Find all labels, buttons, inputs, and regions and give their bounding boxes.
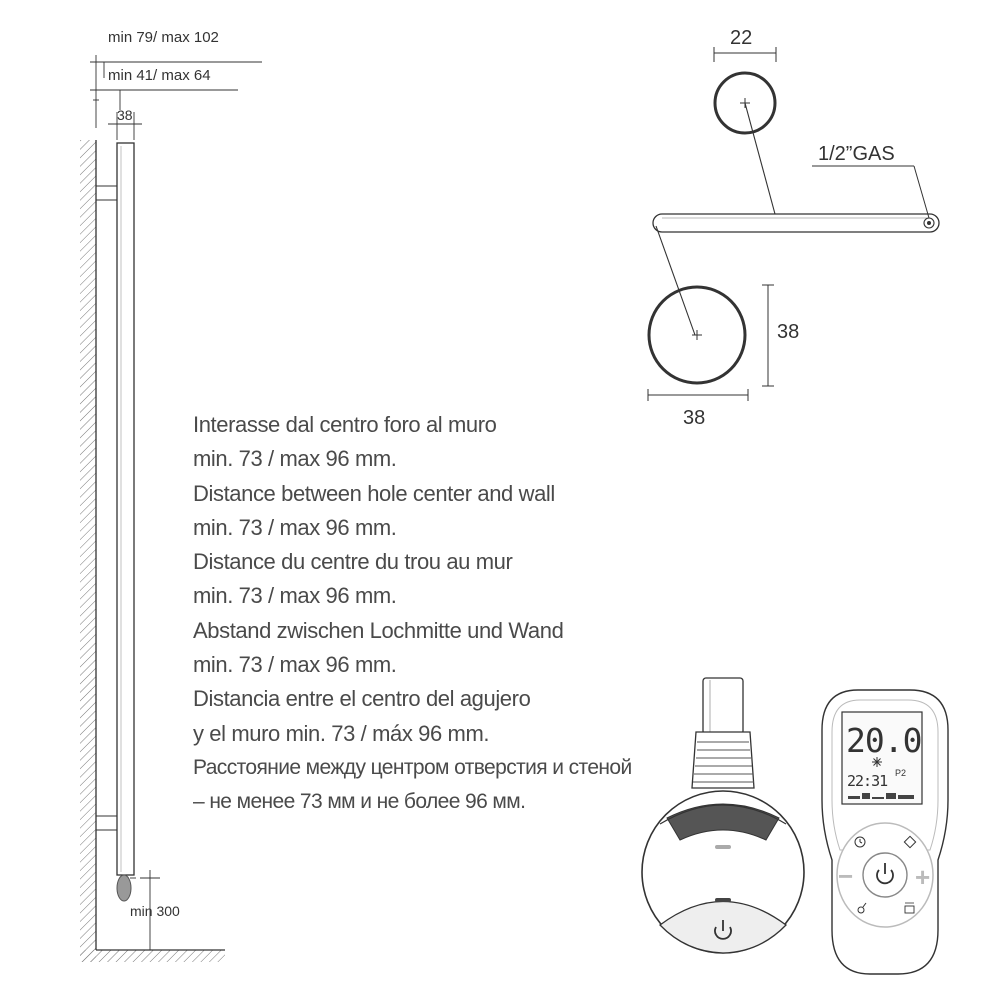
heater-head (642, 678, 804, 953)
description-line: Расстояние между центром отверстия и стеной (193, 755, 632, 779)
remote-temperature: 20.0 (846, 721, 922, 760)
dim-small-tube-label: 22 (730, 27, 753, 49)
dim-height-label: 38 (777, 321, 800, 343)
description-line: Abstand zwischen Lochmitte und Wand (193, 617, 564, 643)
leader-large-tube (656, 226, 695, 335)
plus-button[interactable]: + (915, 862, 931, 892)
bracket-bottom (96, 816, 117, 830)
power-button[interactable] (863, 853, 907, 897)
description-line: min. 73 / max 96 mm. (193, 446, 397, 472)
dim-small-tube (714, 47, 776, 62)
section-view (648, 27, 939, 429)
description-line: Distance du centre du trou au mur (193, 549, 513, 575)
remote-clock: 22:31 (847, 772, 888, 790)
heating-element (117, 875, 131, 901)
floor (80, 950, 225, 962)
description-line: min. 73 / max 96 mm. (193, 652, 397, 678)
dim-outer-label: min 79/ max 102 (108, 29, 219, 46)
minus-button[interactable]: − (838, 861, 854, 891)
dim-floor-label: min 300 (130, 903, 180, 919)
description-line: y el muro min. 73 / máx 96 mm. (193, 720, 490, 746)
connection-bar (653, 214, 939, 232)
description-line: – не менее 73 мм и не более 96 мм. (193, 790, 526, 814)
description-line: Interasse dal centro foro al muro (193, 412, 497, 437)
radiator-body (117, 143, 134, 875)
connection-label: 1/2”GAS (818, 143, 895, 165)
description-line: min. 73 / max 96 mm. (193, 583, 397, 609)
description-line: min. 73 / max 96 mm. (193, 514, 397, 540)
dim-width-label: 38 (117, 107, 133, 123)
dim-large-tube (648, 285, 774, 401)
remote-program: P2 (895, 768, 907, 778)
dim-width-label-section: 38 (683, 407, 706, 429)
heater-cable (703, 678, 743, 734)
snowflake-icon (872, 757, 882, 767)
description-text (193, 408, 633, 820)
wall (80, 140, 96, 962)
description-line: Distance between hole center and wall (193, 480, 555, 506)
remote-control (822, 690, 948, 974)
heater-neck (692, 732, 754, 788)
description-line: Distancia entre el centro del agujero (193, 686, 531, 712)
bracket-top (96, 186, 117, 200)
dim-inner-label: min 41/ max 64 (108, 67, 211, 84)
